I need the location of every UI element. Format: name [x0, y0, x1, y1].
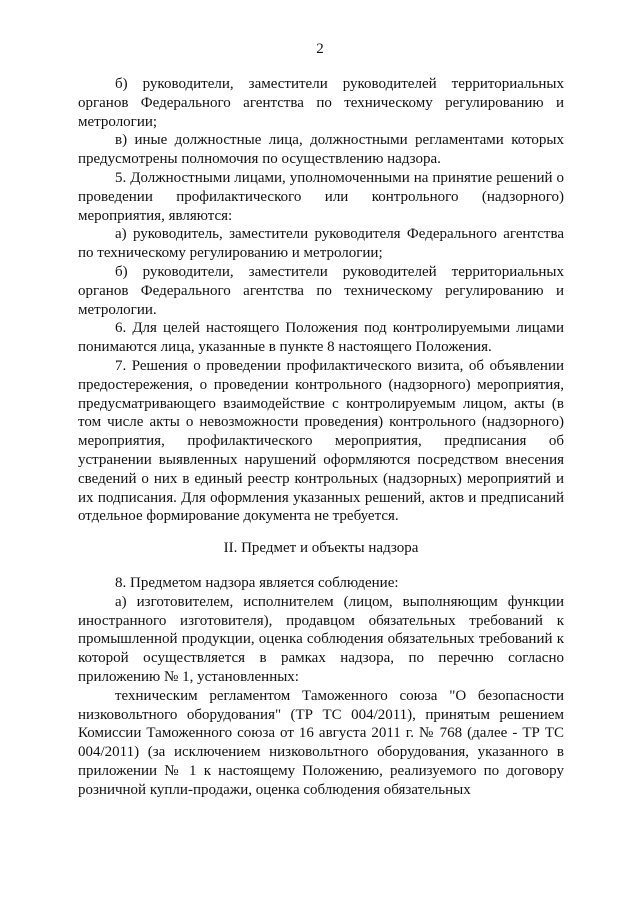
paragraph-5b: б) руководители, заместители руководителей территориальных органов Федерального агентства по техническому регулированию и метрологии. — [78, 263, 564, 318]
paragraph-8a-regulation: техническим регламентом Таможенного союза "О безопасности низковольтного оборудования" (ТР ТС 004/2011), принятым решением Комиссии Таможенного союза от 16 августа 2011 г. № 768 (далее - ТР ТС 004/2011) (за исключением низковольтного оборудования, указанного в приложении № 1 к настоящему Положению, реализуемого по договору розничной купли-продажи, оценка соблюдения обязательных — [78, 687, 564, 798]
paragraph-5a: а) руководитель, заместители руководителя Федерального агентства по техническому регулированию и метрологии; — [78, 226, 564, 262]
section-heading: II. Предмет и объекты надзора — [223, 540, 419, 557]
paragraph-6: 6. Для целей настоящего Положения под контролируемыми лицами понимаются лица, указанные в пункте 8 настоящего Положения. — [78, 320, 564, 356]
paragraph-8a: а) изготовителем, исполнителем (лицом, выполняющим функции иностранного изготовителя), продавцом обязательных требований к промышленной продукции, оценка соблюдения обязательных требований к которой осуществляется в рамках надзора, по перечню согласно приложению № 1, установленных: — [78, 593, 564, 685]
page-number: 2 — [316, 41, 324, 57]
paragraph-4b: б) руководители, заместители руководителей территориальных органов Федерального агентства по техническому регулированию и метрологии; — [78, 76, 564, 130]
paragraph-8: 8. Предметом надзора является соблюдение: — [115, 574, 399, 591]
paragraph-5: 5. Должностными лицами, уполномоченными на принятие решений о проведении профилактического или контрольного (надзорного) мероприятия, являются: — [78, 169, 564, 224]
paragraph-4c: в) иные должностные лица, должностными регламентами которых предусмотрены полномочия по осуществлению надзора. — [78, 132, 564, 168]
document-body — [78, 75, 564, 799]
paragraph-7: 7. Решения о проведении профилактического визита, об объявлении предостережения, о проведении контрольного (надзорного) мероприятия, предусматривающего взаимодействие с контролируемым лицом, акты (в том числе акты о невозможности проведения) контрольного (надзорного) мероприятия, профилактического мероприятия, предписания об устранении выявленных нарушений оформляются посредством внесения сведений о них в единый реестр контрольных (надзорных) мероприятий и их подписания. Для оформления указанных решений, актов и предписаний отдельное формирование документа не требуется. — [78, 357, 564, 525]
